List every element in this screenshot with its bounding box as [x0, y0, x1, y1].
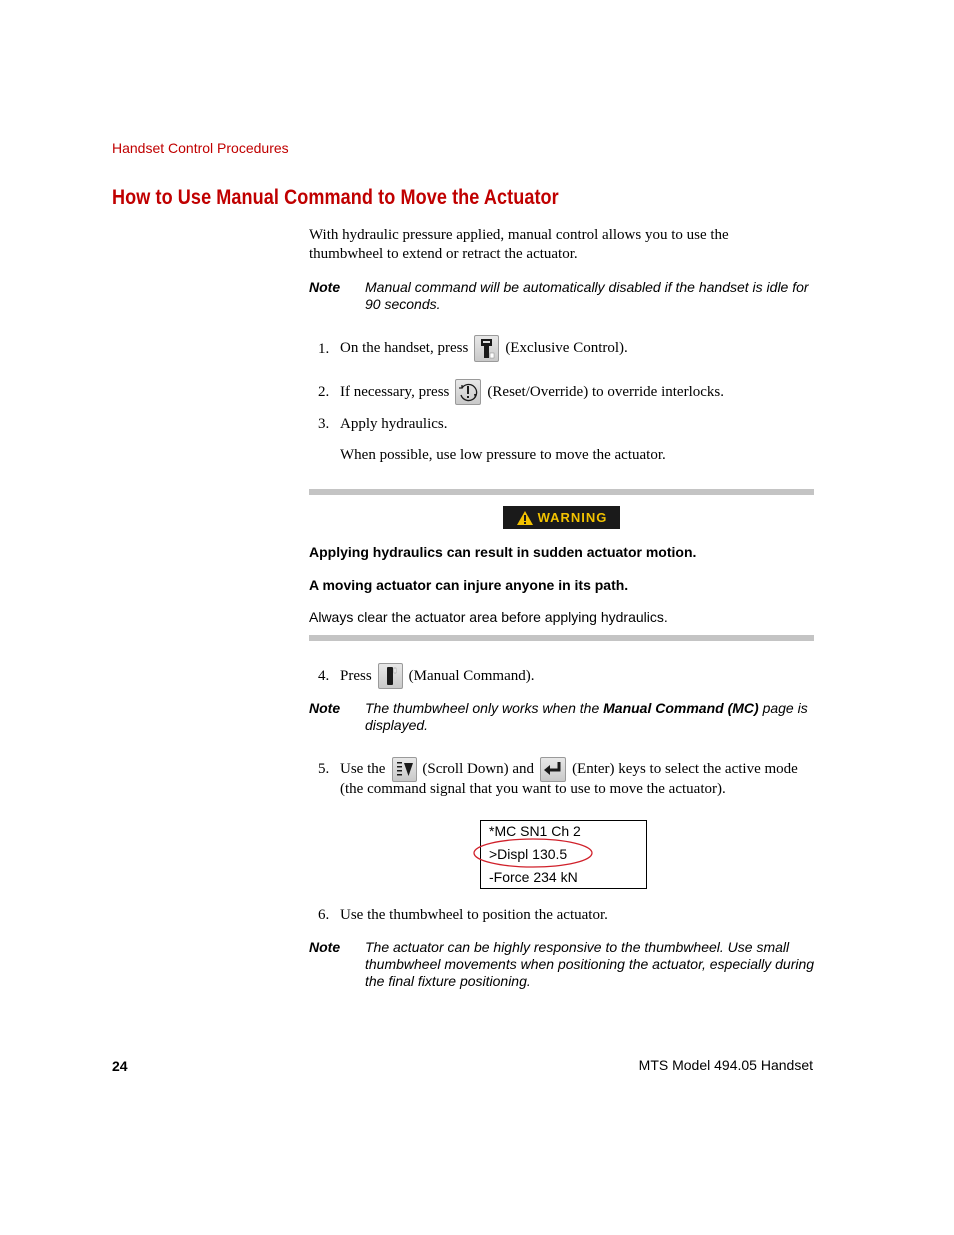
highlight-circle — [472, 837, 596, 871]
step-number: 4. — [318, 668, 330, 684]
section-title: How to Use Manual Command to Move the Actuator — [112, 186, 559, 209]
step-number: 5. — [318, 761, 330, 777]
warning-line-1: Applying hydraulics can result in sudden actuator motion. — [309, 544, 697, 560]
step-5-suffix: (Enter) keys to select the active mode — [572, 761, 798, 777]
warning-line-3: Always clear the actuator area before applying hydraulics. — [309, 609, 668, 625]
note-label: Note — [309, 279, 341, 295]
step-number: 6. — [318, 907, 330, 923]
exclusive-control-icon — [474, 335, 499, 362]
step-4-text: Press — [340, 668, 372, 684]
scroll-down-icon — [392, 757, 417, 782]
note-text: Manual command will be automatically disabled if the handset is idle for 90 seconds. — [365, 279, 809, 312]
warning-line-2: A moving actuator can injure anyone in its path. — [309, 577, 629, 593]
warning-badge-label: WARNING — [537, 510, 608, 525]
step-4 — [340, 661, 534, 691]
step-2-text: If necessary, press — [340, 384, 450, 400]
intro-paragraph: With hydraulic pressure applied, manual control allows you to use the thumbwheel to extend or retract the actuator. — [309, 227, 729, 262]
note-label: Note — [309, 700, 341, 716]
step-2-suffix: (Reset/Override) to override interlocks. — [487, 384, 724, 400]
warning-top-rule — [309, 489, 814, 495]
note-2-text: The thumbwheel only works when the — [365, 700, 604, 716]
step-5-middle: (Scroll Down) and — [422, 761, 535, 777]
display-line-3: -Force 234 kN — [489, 869, 578, 885]
display-line-1: *MC SN1 Ch 2 — [489, 823, 581, 839]
note-2-emphasis: Manual Command (MC) — [603, 700, 759, 716]
reset-override-icon — [455, 379, 481, 405]
step-4-suffix: (Manual Command). — [408, 668, 535, 684]
enter-icon — [540, 757, 566, 782]
step-number: 3. — [318, 416, 330, 432]
document-title: MTS Model 494.05 Handset — [638, 1057, 813, 1073]
step-5-continuation: (the command signal that you want to use to move the actuator). — [340, 781, 726, 797]
manual-command-icon — [378, 663, 403, 689]
note-2-text-end: page is displayed. — [365, 700, 808, 733]
step-1 — [340, 333, 628, 363]
step-1-suffix: (Exclusive Control). — [505, 340, 628, 356]
step-6-text: Use the thumbwheel to position the actuator. — [340, 907, 608, 923]
display-line-2: >Displ 130.5 — [489, 846, 568, 862]
note-text: The actuator can be highly responsive to the thumbwheel. Use small thumbwheel movements when positioning the actuator, especially during the final fixture positioning. — [365, 939, 815, 989]
step-number: 2. — [318, 384, 330, 400]
note-text — [365, 700, 815, 734]
page-number: 24 — [112, 1058, 128, 1074]
step-3-text: Apply hydraulics. — [340, 416, 448, 432]
running-head: Handset Control Procedures — [112, 140, 289, 156]
step-2 — [340, 377, 724, 407]
warning-bottom-rule — [309, 635, 814, 641]
warning-badge — [503, 506, 620, 529]
step-5-text: Use the — [340, 761, 386, 777]
step-3-subtext: When possible, use low pressure to move the actuator. — [340, 447, 666, 463]
warning-triangle-icon — [516, 510, 534, 526]
note-label: Note — [309, 939, 341, 955]
step-1-text: On the handset, press — [340, 340, 469, 356]
step-number: 1. — [318, 341, 330, 357]
